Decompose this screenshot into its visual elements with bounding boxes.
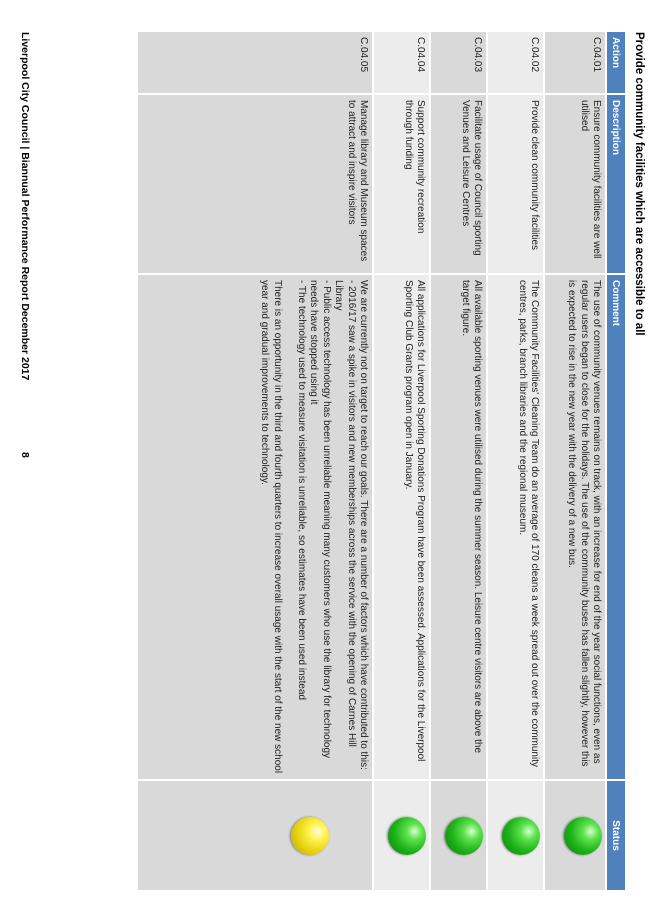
action-comment xyxy=(487,274,544,780)
action-code: C.04.04 xyxy=(373,32,430,94)
action-description: Support community recreation through funding xyxy=(373,94,430,274)
action-code: C.04.03 xyxy=(430,32,487,94)
table-row xyxy=(373,32,430,890)
status-cell xyxy=(373,780,430,890)
action-comment xyxy=(373,274,430,780)
action-description: Provide clean community facilities xyxy=(487,94,544,274)
table-row xyxy=(430,32,487,890)
section-heading: Provide community facilities which are accessible to all xyxy=(633,32,645,336)
action-description: Facilitate usage of Council sporting Venues and Leisure Centres xyxy=(430,94,487,274)
comment-line: - 2016/17 saw a spike in visitors and new memberships across the service with the opening of Carnes Hill Library xyxy=(333,280,357,747)
actions-table xyxy=(138,32,625,890)
comment-line: The Community Facilities' Cleaning Team do an average of 170 cleans a week spread out over the community centres, parks, branch libraries and the regional museum. xyxy=(516,280,540,767)
action-comment xyxy=(544,274,606,780)
comment-line: All applications for Liverpool Sporting Donations Program have been assessed. Applications for the Liverpool Sporting Club Grants program open in January. xyxy=(402,280,426,762)
header-status: Status xyxy=(606,780,625,890)
page-footer xyxy=(19,32,31,890)
comment-line: All available sporting venues were utilised during the summer season. Leisure centre visitors are above the target figure. xyxy=(459,280,483,754)
comment-line: The use of community venues remains on track, with an increase for end of the year social functions, even as regular users began to close for the holidays. The use of the community buses has fallen slightly, however this is expected to rise in the new year with the delivery of a new bus. xyxy=(566,280,602,767)
action-comment xyxy=(430,274,487,780)
footer-text: Liverpool City Council | Biannual Performance Report December 2017 xyxy=(19,32,31,381)
table-header-row xyxy=(606,32,625,890)
status-cell xyxy=(544,780,606,890)
action-code: C.04.02 xyxy=(487,32,544,94)
action-description: Ensure community facilities are well utilised xyxy=(544,94,606,274)
table-row xyxy=(138,32,373,890)
action-code: C.04.01 xyxy=(544,32,606,94)
action-description: Manage library and Museum spaces to attract and inspire visitors xyxy=(138,94,373,274)
table-row xyxy=(487,32,544,890)
status-cell xyxy=(430,780,487,890)
table-body xyxy=(138,32,606,890)
comment-line: - Public access technology has been unreliable meaning many customers who use the library for technology needs have stopped using it xyxy=(308,280,332,759)
action-code: C.04.05 xyxy=(138,32,373,94)
status-yellow-icon xyxy=(291,817,329,855)
comment-line: There is an opportunity in the third and fourth quarters to increase overall usage with the start of the new school year and gradual improvements to technology. xyxy=(259,280,283,774)
status-green-icon xyxy=(445,817,483,855)
table-row xyxy=(544,32,606,890)
page-number: 8 xyxy=(19,452,31,458)
status-cell xyxy=(138,780,373,890)
header-action: Action xyxy=(606,32,625,94)
header-description: Description xyxy=(606,94,625,274)
status-cell xyxy=(487,780,544,890)
status-green-icon xyxy=(502,817,540,855)
comment-line: We are currently not on target to reach our goals. There are a number of factors which have contributed to this: xyxy=(358,280,369,770)
header-comment: Comment xyxy=(606,274,625,780)
comment-line: - The technology used to measure visitation is unreliable, so estimates have been used instead xyxy=(295,280,307,701)
status-green-icon xyxy=(388,817,426,855)
status-green-icon xyxy=(564,817,602,855)
action-comment xyxy=(138,274,373,780)
